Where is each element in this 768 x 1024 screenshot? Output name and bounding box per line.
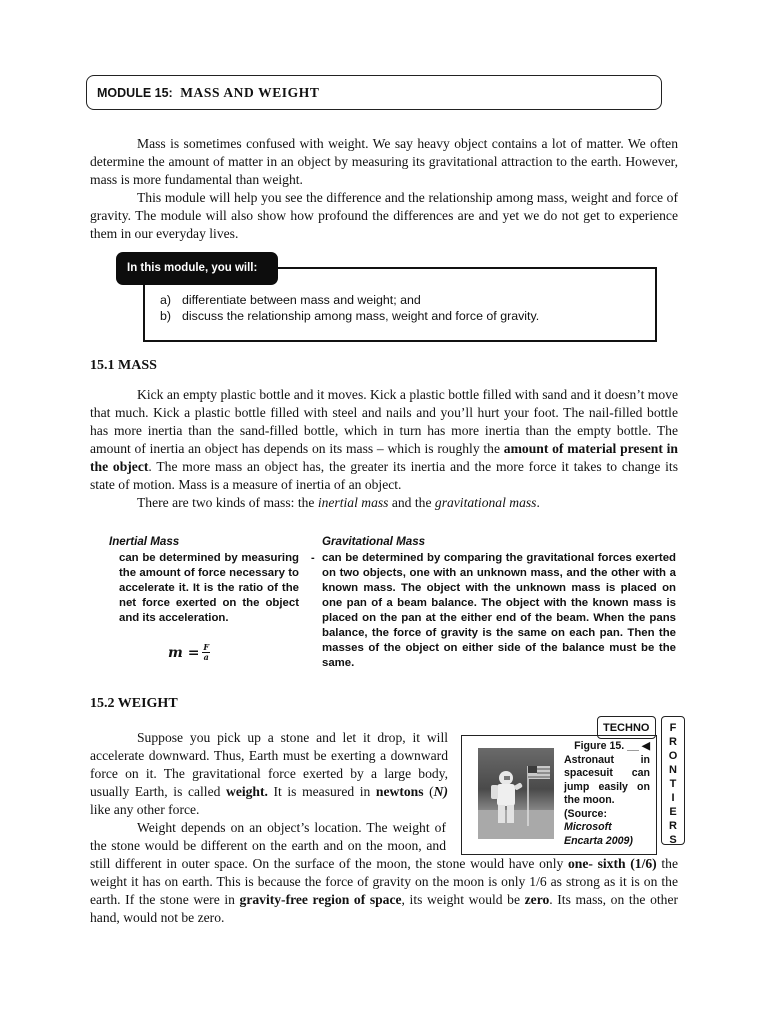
- astronaut-photo: [478, 748, 554, 839]
- inertial-mass-heading: Inertial Mass: [109, 535, 180, 548]
- inertial-mass-text: can be determined by measuring the amount of force necessary to accelerate it. It is the ratio of the net force exerted on the object and its acceleration.: [119, 552, 299, 624]
- objectives-list: [160, 292, 539, 324]
- figure-caption: Figure 15. __ ◀ Astronaut in spacesuit can jump easily on the moon. (Source: Microsoft Encarta 2009): [564, 740, 650, 847]
- module-title: [97, 85, 319, 101]
- weight-paragraph-1: Suppose you pick up a stone and let it drop, it will accelerate downward. Thus, Earth must be exerting a downward force on it. The gravitational force exerted by a large body, usually Earth, is called weight. It is measured in newtons (N) like any other force.: [90, 730, 448, 817]
- gravitational-mass-heading: Gravitational Mass: [322, 535, 426, 548]
- intro-paragraph-2: This module will help you see the difference and the relationship among mass, weight and force of gravity. The module will also show how profound the differences are and yet we do not get to experience them in our everyday lives.: [90, 190, 678, 241]
- intro-text: [90, 135, 678, 243]
- astronaut-image-icon: [478, 748, 554, 839]
- section-heading-mass: 15.1 MASS: [90, 358, 157, 373]
- module-name: MASS AND WEIGHT: [180, 85, 320, 100]
- module-label: MODULE 15:: [97, 86, 173, 100]
- column-dash: -: [311, 552, 315, 564]
- intro-paragraph-1: Mass is sometimes confused with weight. We say heavy object contains a lot of matter. We often determine the amount of matter in an object by measuring its gravitational attraction to the earth. However, mass is more fundamental than weight.: [90, 136, 678, 187]
- inertial-mass-formula: m = $\frac{F}{a}$: [168, 642, 210, 662]
- frontiers-vertical-label: F R O N T I E R S: [661, 716, 685, 845]
- mass-text: [90, 386, 678, 512]
- mass-paragraph-1: Kick an empty plastic bottle and it moves. Kick a plastic bottle filled with sand and it doesn’t move that much. Kick a plastic bottle filled with steel and nails and you’ll hurt your foot. The nail-filled bottle has more inertia than the sand-filled bottle, which in turn has more inertia than the empty bottle. The amount of inertia an object has depends on its mass – which is roughly the amount of material present in the object. The more mass an object has, the greater its inertia and the more force it takes to change its state of motion. Mass is a measure of inertia of an object.: [90, 387, 678, 492]
- objectives-tab: In this module, you will:: [116, 252, 278, 285]
- mass-paragraph-2: There are two kinds of mass: the inertial mass and the gravitational mass.: [137, 495, 540, 510]
- gravitational-mass-text: can be determined by comparing the gravitational forces exerted on two objects, one with an unknown mass, and the other with a known mass. The object with the unknown mass is placed on one pan of a beam balance. The object with the known mass is placed on the pan at the either end of the beam. When the pans balance, the force of gravity is the same on each pan. Then the masses of the object on either side of the balance must be the same.: [322, 552, 676, 669]
- section-heading-weight: 15.2 WEIGHT: [90, 696, 178, 711]
- objective-item: b) discuss the relationship among mass, weight and force of gravity.: [160, 309, 540, 323]
- weight-paragraph-2-text: Weight depends on an object’s location. The weight of the stone would be different on the earth and on the moon, and still different in outer space. On the surface of the moon, the stone would have only one- sixth (1/6) the weight it has on earth. This is because the force of gravity on the moon is only 1/6 as strong as it is on the earth. If the stone were in gravity-free region of space, its weight would be zero. Its mass, on the other hand, would not be zero.: [90, 820, 678, 925]
- techno-label: TECHNO: [597, 716, 656, 739]
- formula-fraction: $\frac{F}{a}$: [203, 642, 210, 662]
- objective-item: a) differentiate between mass and weight; and: [160, 293, 421, 307]
